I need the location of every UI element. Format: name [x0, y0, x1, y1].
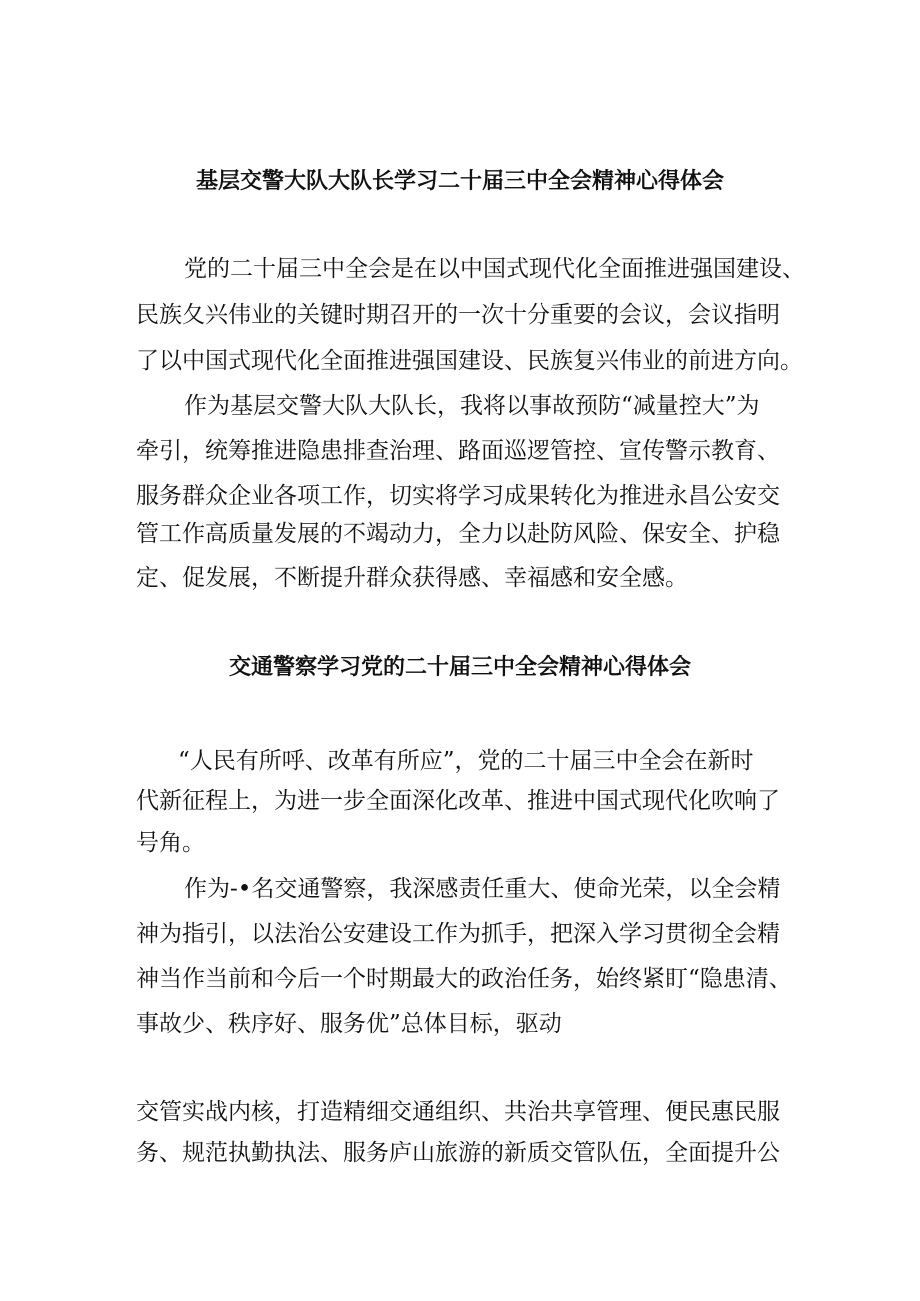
section2-paragraph2-line2: 神为指引，以法治公安建设工作为抓手，把深入学习贯彻全会精: [136, 921, 780, 947]
section2-paragraph2-line3: 神当作当前和今后一个时期最大的政治任务，始终紧盯“隐患清、: [136, 966, 792, 992]
section2-paragraph1-line3: 号角。: [136, 830, 205, 856]
section2-paragraph2-line1: 作为-•名交通警察，我深感责任重大、使命光荣，以全会精: [184, 876, 781, 902]
section2-paragraph3-line1: 交管实战内核，打造精细交通组织、共治共享管理、便民惠民服: [136, 1099, 780, 1125]
section2-title: 交通警察学习党的二十届三中全会精神心得体会: [228, 654, 691, 680]
section2-paragraph2-line4: 事故少、秩序好、服务优”总体目标，驱动: [136, 1011, 562, 1037]
section1-title: 基层交警大队大队长学习二十届三中全会精神心得体会: [195, 168, 724, 194]
section2-paragraph3-line2: 务、规范执勤执法、服务庐山旅游的新质交管队伍，全面提升公: [136, 1140, 780, 1166]
section1-paragraph1-line1: 党的二十届三中全会是在以中国式现代化全面推进强国建设、: [184, 256, 805, 282]
section2-paragraph1-line1: “人民有所呼、改革有所应”，党的二十届三中全会在新时: [178, 748, 754, 774]
section1-paragraph2-line4: 管工作高质量发展的不竭动力，全力以赴防风险、保安全、护稳: [136, 521, 780, 547]
section2-paragraph1-line2: 代新征程上，为进一步全面深化改革、推进中国式现代化吹响了: [136, 788, 780, 814]
section1-paragraph1-line3: 了以中国式现代化全面推进强国建设、民族复兴伟业的前进方向。: [136, 348, 803, 374]
section1-paragraph2-line3: 服务群众企业各项工作，切实将学习成果转化为推进永昌公安交: [136, 483, 780, 509]
section1-paragraph2-line5: 定、促发展，不断提升群众获得感、幸福感和安全感。: [136, 565, 688, 591]
section1-paragraph1-line2: 民族夂兴伟业的关键时期召开的一次十分重要的会议，会议指明: [136, 302, 780, 328]
section1-paragraph2-line2: 牵引，统筹推进隐患排查治理、路面巡逻管控、宣传警示教育、: [136, 438, 780, 464]
section1-paragraph2-line1: 作为基层交警大队大队长，我将以事故预防“减量控大”为: [184, 393, 760, 419]
